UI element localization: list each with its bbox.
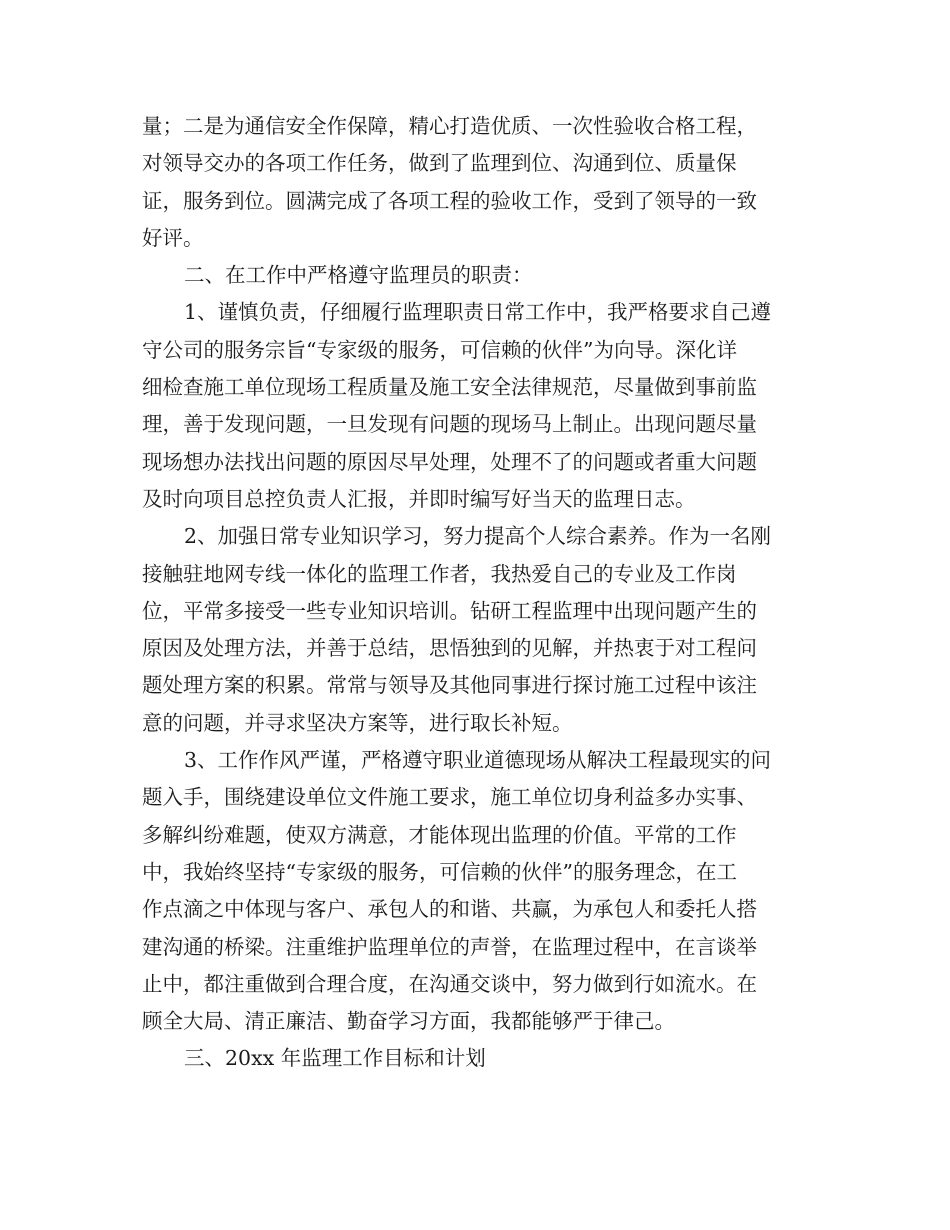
text-line: 好评。 — [142, 225, 204, 250]
paragraph-first-line: 三、20xx 年监理工作目标和计划 — [184, 1046, 486, 1071]
text-line: 题处理方案的积累。常常与领导及其他同事进行探讨施工过程中该注 — [142, 673, 757, 698]
paragraph-first-line: 3、工作作风严谨，严格遵守职业道德现场从解决工程最现实的问 — [184, 748, 772, 773]
text-line: 多解纠纷难题，使双方满意，才能体现出监理的价值。平常的工作 — [142, 822, 737, 847]
text-line: 位，平常多接受一些专业知识培训。钻研工程监理中出现问题产生的 — [142, 598, 757, 623]
document-body — [142, 108, 812, 1078]
text-line: 作点滴之中体现与客户、承包人的和谐、共赢，为承包人和委托人搭 — [142, 897, 757, 922]
paragraph-first-line: 2、加强日常专业知识学习，努力提高个人综合素养。作为一名刚 — [184, 524, 772, 549]
text-line: 止中，都注重做到合理合度，在沟通交谈中，努力做到行如流水。在 — [142, 971, 757, 996]
text-line: 中，我始终坚持“专家级的服务，可信赖的伙伴”的服务理念，在工 — [142, 859, 737, 884]
text-line: 题入手，围绕建设单位文件施工要求，施工单位切身利益多办实事、 — [142, 785, 757, 810]
text-line: 现场想办法找出问题的原因尽早处理，处理不了的问题或者重大问题 — [142, 449, 757, 474]
text-line: 及时向项目总控负责人汇报，并即时编写好当天的监理日志。 — [142, 486, 696, 511]
text-line: 建沟通的桥梁。注重维护监理单位的声誉，在监理过程中，在言谈举 — [142, 934, 757, 959]
text-line: 证，服务到位。圆满完成了各项工程的验收工作，受到了领导的一致 — [142, 188, 757, 213]
text-line: 原因及处理方法，并善于总结，思悟独到的见解，并热衷于对工程问 — [142, 636, 757, 661]
paragraph-first-line: 1、谨慎负责，仔细履行监理职责日常工作中，我严格要求自己遵 — [184, 300, 772, 325]
text-line: 对领导交办的各项工作任务，做到了监理到位、沟通到位、质量保 — [142, 151, 737, 176]
text-line: 顾全大局、清正廉洁、勤奋学习方面，我都能够严于律己。 — [142, 1009, 675, 1034]
text-line: 理，善于发现问题，一旦发现有问题的现场马上制止。出现问题尽量 — [142, 412, 757, 437]
text-line: 接触驻地网专线一体化的监理工作者，我热爱自己的专业及工作岗 — [142, 561, 737, 586]
text-line: 量；二是为通信安全作保障，精心打造优质、一次性验收合格工程， — [142, 114, 757, 138]
paragraph-first-line: 二、在工作中严格遵守监理员的职责： — [184, 263, 533, 288]
text-line: 细检查施工单位现场工程质量及施工安全法律规范，尽量做到事前监 — [142, 375, 757, 400]
text-line: 守公司的服务宗旨“专家级的服务，可信赖的伙伴”为向导。深化详 — [142, 337, 737, 362]
text-line: 意的问题，并寻求坚决方案等，进行取长补短。 — [142, 710, 573, 735]
